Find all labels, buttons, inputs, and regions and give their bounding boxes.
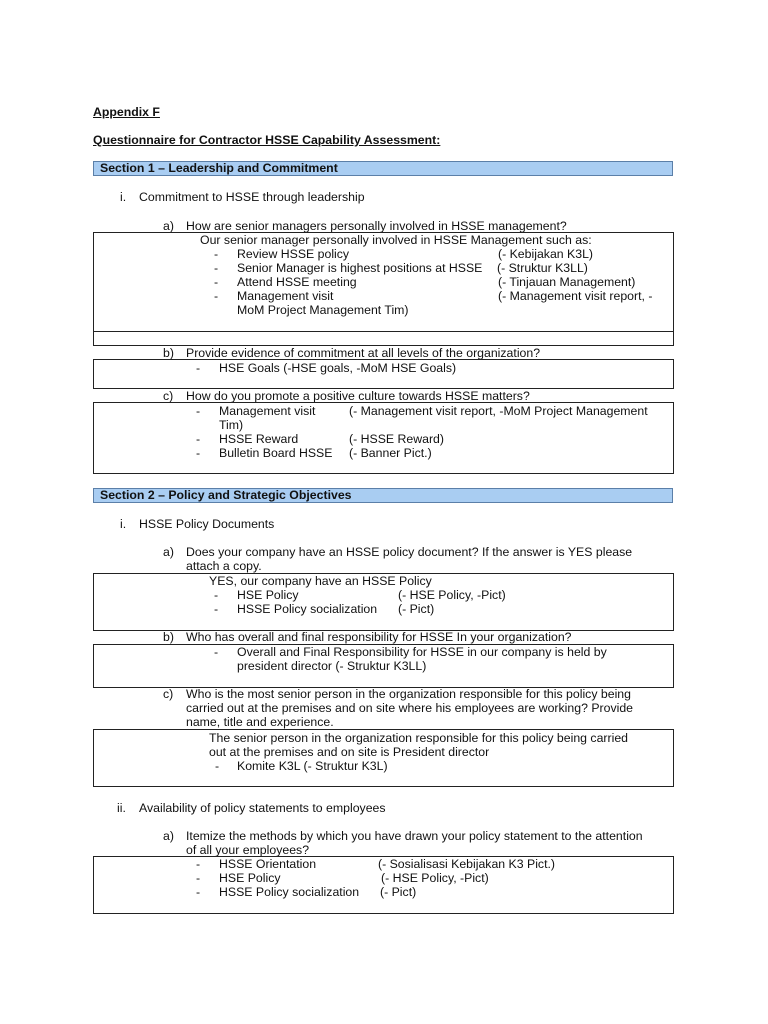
appendix-label: Appendix F <box>93 105 160 119</box>
s1-a-row-dash: - <box>214 261 219 275</box>
s2-a-row-dash: - <box>214 588 219 602</box>
s1-a-row-item: Attend HSSE meeting <box>237 275 357 289</box>
s2-ii-a-row-dash: - <box>196 857 201 871</box>
section-2-header: Section 2 – Policy and Strategic Objectives <box>93 488 673 503</box>
s2-c-dash: - <box>215 759 220 773</box>
s1-c-row-item: Tim) <box>219 418 244 432</box>
s2-c-letter: c) <box>163 687 174 701</box>
s2-ii-a-question-line1: Itemize the methods by which you have drawn your policy statement to the attention <box>186 829 643 843</box>
s1-b-row-dash: - <box>196 361 201 375</box>
s2-ii-a-letter: a) <box>163 829 174 843</box>
s1-c-row-dash: - <box>196 446 201 460</box>
s2-b-question: Who has overall and final responsibility for HSSE In your organization? <box>186 630 572 644</box>
s2-a-letter: a) <box>163 545 174 559</box>
s1-c-row-item: Management visit <box>219 404 316 418</box>
s2-ii-a-row-item: HSSE Orientation <box>219 857 317 871</box>
s1-i-label: Commitment to HSSE through leadership <box>139 190 365 204</box>
s1-a-intro: Our senior manager personally involved in HSSE Management such as: <box>200 233 592 247</box>
s2-a-row-item: HSSE Policy socialization <box>237 602 378 616</box>
section-1-header: Section 1 – Leadership and Commitment <box>93 161 673 176</box>
s2-a-row-ref: (- Pict) <box>398 602 435 616</box>
s2-ii-a-question-line2: of all your employees? <box>186 843 310 857</box>
s1-c-row-item: HSSE Reward <box>219 432 299 446</box>
s2-b-dash: - <box>214 645 219 659</box>
s2-ii-label: Availability of policy statements to employees <box>139 801 386 815</box>
s2-ii-a-row-ref: (- Sosialisasi Kebijakan K3 Pict.) <box>378 857 556 871</box>
s1-c-letter: c) <box>163 389 174 403</box>
s1-i-numeral: i. <box>120 190 127 204</box>
s2-a-row-dash: - <box>214 602 219 616</box>
s1-c-row-item: Bulletin Board HSSE <box>219 446 333 460</box>
s2-a-question-line1: Does your company have an HSSE policy document? If the answer is YES please <box>186 545 633 559</box>
s2-i-label: HSSE Policy Documents <box>139 517 275 531</box>
s2-ii-a-row-ref: (- HSE Policy, -Pict) <box>381 871 489 885</box>
s2-ii-a-row-ref: (- Pict) <box>380 885 417 899</box>
s2-a-row-ref: (- HSE Policy, -Pict) <box>398 588 506 602</box>
s1-c-row-ref: (- HSSE Reward) <box>349 432 444 446</box>
s1-a-letter: a) <box>163 219 174 233</box>
s2-a-row-item: HSE Policy <box>237 588 299 602</box>
s2-ii-a-row-dash: - <box>196 871 201 885</box>
s1-a-row-ref: (- Tinjauan Management) <box>498 275 636 289</box>
s1-b-question: Provide evidence of commitment at all levels of the organization? <box>186 346 541 360</box>
s1-a-row-ref: (- Kebijakan K3L) <box>498 247 594 261</box>
s1-c-row-ref: (- Banner Pict.) <box>349 446 432 460</box>
s1-c-row-dash: - <box>196 432 201 446</box>
s1-c-question: How do you promote a positive culture towards HSSE matters? <box>186 389 530 403</box>
s2-c-answer-line3: Komite K3L (- Struktur K3L) <box>237 759 388 773</box>
s1-a-answer-divider <box>93 331 674 332</box>
s2-a-question-line2: attach a copy. <box>186 559 262 573</box>
s2-ii-a-row-item: HSSE Policy socialization <box>219 885 360 899</box>
s1-a-row-item: Senior Manager is highest positions at HSSE <box>237 261 483 275</box>
s2-b-answer-line2: president director (- Struktur K3LL) <box>237 659 427 673</box>
s1-c-row-dash: - <box>196 404 201 418</box>
s1-a-row-item: Management visit <box>237 289 334 303</box>
s2-c-question-line2: carried out at the premises and on site where his employees are working? Provide <box>186 701 634 715</box>
s1-a-row-dash: - <box>214 275 219 289</box>
s2-ii-a-row-dash: - <box>196 885 201 899</box>
s1-b-row-text: HSE Goals (-HSE goals, -MoM HSE Goals) <box>219 361 457 375</box>
s1-a-row-ref: (- Struktur K3LL) <box>497 261 588 275</box>
s1-a-question: How are senior managers personally involved in HSSE management? <box>186 219 567 233</box>
s1-a-row-ref: (- Management visit report, - <box>498 289 653 303</box>
s2-ii-a-row-item: HSE Policy <box>219 871 281 885</box>
s1-a-row-dash: - <box>214 289 219 303</box>
s2-b-answer-line1: Overall and Final Responsibility for HSSE in our company is held by <box>237 645 607 659</box>
s2-c-answer-line1: The senior person in the organization responsible for this policy being carried <box>209 731 629 745</box>
s2-c-question-line3: name, title and experience. <box>186 715 334 729</box>
s1-b-letter: b) <box>163 346 174 360</box>
s2-ii-numeral: ii. <box>117 801 126 815</box>
s1-a-row-item: Review HSSE policy <box>237 247 350 261</box>
document-title: Questionnaire for Contractor HSSE Capability Assessment: <box>93 133 441 147</box>
s2-a-intro: YES, our company have an HSSE Policy <box>209 574 432 588</box>
s1-c-row-ref: (- Management visit report, -MoM Project Management <box>349 404 648 418</box>
s1-a-row-dash: - <box>214 247 219 261</box>
s2-i-numeral: i. <box>120 517 127 531</box>
s1-a-continuation: MoM Project Management Tim) <box>237 303 409 317</box>
s2-b-letter: b) <box>163 630 174 644</box>
s2-c-answer-line2: out at the premises and on site is President director <box>209 745 490 759</box>
s2-c-question-line1: Who is the most senior person in the organization responsible for this policy being <box>186 687 631 701</box>
